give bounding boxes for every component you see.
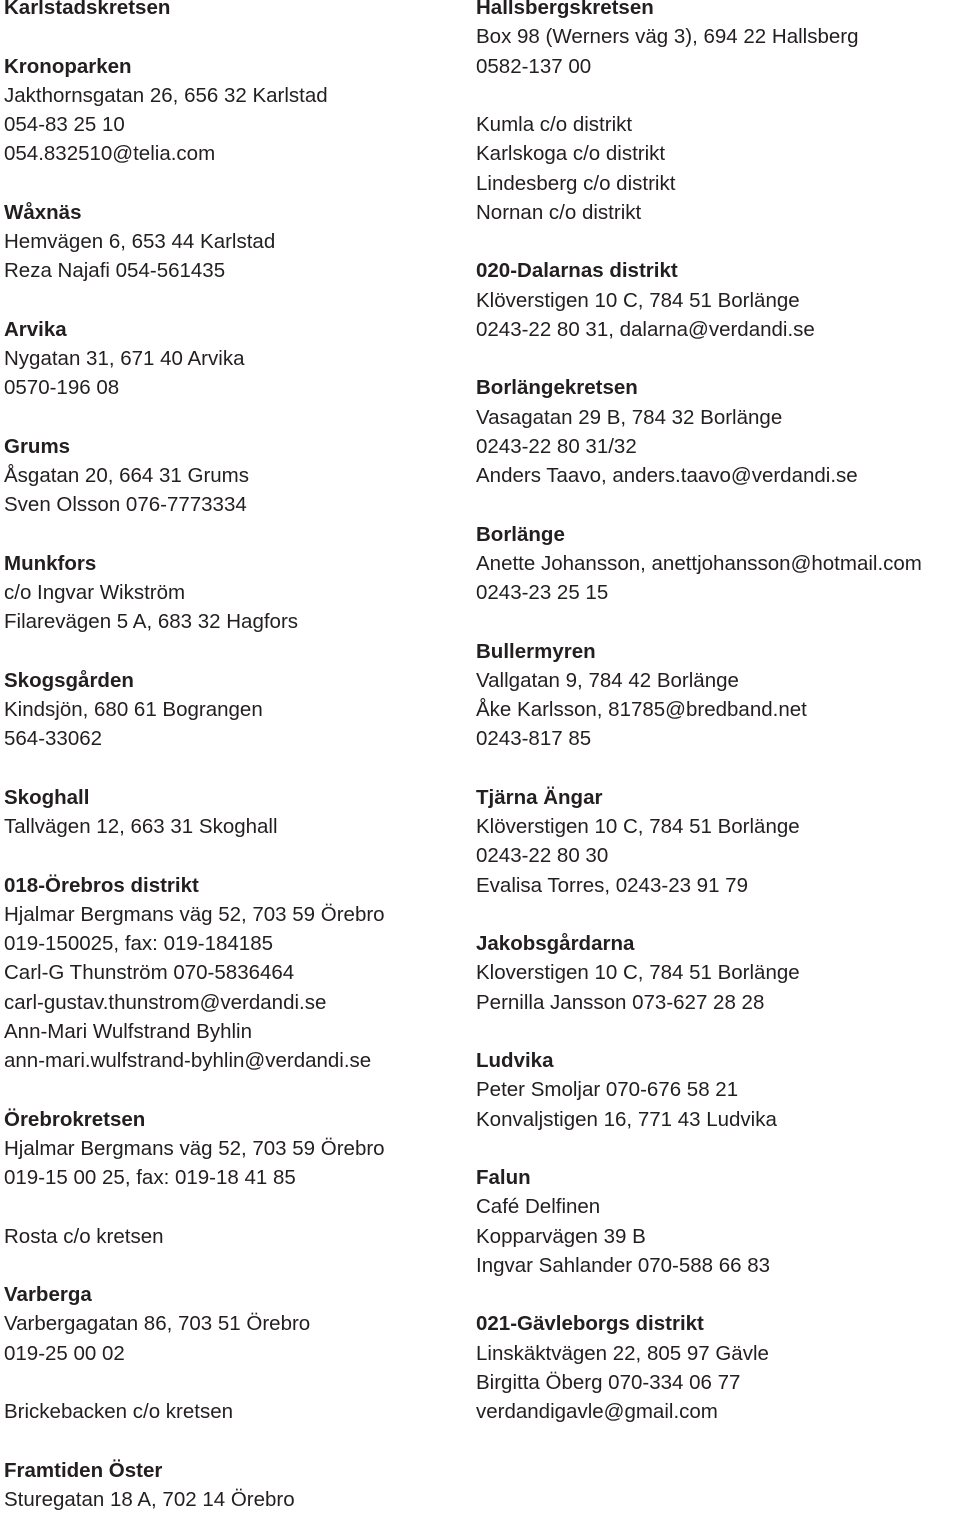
- contact-line: Birgitta Öberg 070-334 06 77: [476, 1370, 741, 1394]
- contact-line: Klöverstigen 10 C, 784 51 Borlänge: [476, 815, 800, 838]
- contact-line: Rosta c/o kretsen: [4, 1224, 164, 1248]
- contact-line: Vasagatan 29 B, 784 32 Borlänge: [476, 405, 783, 429]
- contact-line: Café Delfinen: [476, 1195, 601, 1219]
- contact-line: Kindsjön, 680 61 Bograngen: [4, 698, 263, 721]
- blank-line: [476, 754, 960, 783]
- section-heading-falun: Falun: [476, 1166, 531, 1189]
- blank-line: [4, 754, 466, 783]
- contact-line: 0570-196 08: [4, 376, 120, 400]
- section-heading-varberga: Varberga: [4, 1283, 92, 1306]
- contact-line: 0243-22 80 31, dalarna@verdandi.se: [476, 317, 815, 341]
- contact-line: Anette Johansson, anettjohansson@hotmail.com: [476, 551, 922, 575]
- contact-line: Karlskoga c/o distrikt: [476, 142, 666, 166]
- contact-line: Kopparvägen 39 B: [476, 1224, 646, 1248]
- contact-line: Jakthornsgatan 26, 656 32 Karlstad: [4, 83, 328, 107]
- contact-line: Lindesberg c/o distrikt: [476, 171, 676, 195]
- contact-line: 054-83 25 10: [4, 113, 125, 136]
- contact-line: Åsgatan 20, 664 31 Grums: [4, 464, 250, 487]
- section-heading-020-dalarnas-distrikt: 020-Dalarnas distrikt: [476, 259, 678, 283]
- section-heading-hallsbergskretsen: Hallsbergskretsen: [476, 0, 654, 19]
- blank-line: [4, 403, 466, 432]
- contact-line: 0243-22 80 31/32: [476, 434, 637, 458]
- section-heading-skoghall: Skoghall: [4, 785, 90, 809]
- contact-line: Peter Smoljar 070-676 58 21: [476, 1078, 739, 1102]
- section-heading-waxnas: Wåxnäs: [4, 200, 82, 224]
- contact-line: Tallvägen 12, 663 31 Skoghall: [4, 815, 278, 838]
- contact-line: Kumla c/o distrikt: [476, 113, 633, 136]
- contact-line: 019-15 00 25, fax: 019-18 41 85: [4, 1166, 296, 1189]
- contact-line: Box 98 (Werners väg 3), 694 22 Hallsberg: [476, 25, 859, 49]
- blank-line: [476, 607, 960, 636]
- contact-line: 054.832510@telia.com: [4, 142, 216, 166]
- contact-line: Sven Olsson 076-7773334: [4, 493, 247, 517]
- contact-line: verdandigavle@gmail.com: [476, 1400, 718, 1423]
- left-column: [4, 0, 466, 1514]
- contact-line: Evalisa Torres, 0243-23 91 79: [476, 873, 748, 897]
- contact-line: Carl-G Thunström 070-5836464: [4, 961, 295, 985]
- contact-line: 019-25 00 02: [4, 1341, 125, 1365]
- contact-line: Varbergagatan 86, 703 51 Örebro: [4, 1312, 311, 1336]
- blank-line: [4, 286, 466, 315]
- contact-line: ann-mari.wulfstrand-byhlin@verdandi.se: [4, 1049, 372, 1072]
- blank-line: [476, 344, 960, 373]
- contact-line: Linskäktvägen 22, 805 97 Gävle: [476, 1341, 769, 1365]
- blank-line: [476, 1134, 960, 1163]
- contact-line: Vallgatan 9, 784 42 Borlänge: [476, 668, 739, 692]
- contact-line: 0243-22 80 30: [476, 844, 609, 868]
- section-heading-munkfors: Munkfors: [4, 551, 97, 575]
- contact-line: Hemvägen 6, 653 44 Karlstad: [4, 230, 276, 253]
- section-heading-orebrokretsen: Örebrokretsen: [4, 1107, 146, 1131]
- blank-line: [4, 1368, 466, 1397]
- section-heading-ludvika: Ludvika: [476, 1049, 554, 1072]
- contact-line: 019-150025, fax: 019-184185: [4, 932, 274, 955]
- contact-line: Kloverstigen 10 C, 784 51 Borlänge: [476, 961, 800, 985]
- contact-line: Pernilla Jansson 073-627 28 28: [476, 990, 765, 1014]
- section-heading-borlange: Borlänge: [476, 522, 565, 546]
- contact-line: Åke Karlsson, 81785@bredband.net: [476, 698, 807, 721]
- section-heading-karlstadskretsen: Karlstadskretsen: [4, 0, 171, 19]
- section-heading-grums: Grums: [4, 434, 71, 458]
- section-heading-021-gavleborgs-distrikt: 021-Gävleborgs distrikt: [476, 1312, 704, 1336]
- section-heading-arvika: Arvika: [4, 317, 67, 341]
- section-heading-018-orebros-distrikt: 018-Örebros distrikt: [4, 873, 199, 897]
- contact-line: 0582-137 00: [476, 54, 592, 78]
- contact-line: carl-gustav.thunstrom@verdandi.se: [4, 990, 327, 1014]
- blank-line: [476, 81, 960, 110]
- section-heading-framtiden-oster: Framtiden Öster: [4, 1458, 163, 1482]
- contact-line: Brickebacken c/o kretsen: [4, 1400, 234, 1423]
- contact-line: Ingvar Sahlander 070-588 66 83: [476, 1253, 771, 1277]
- contact-line: 564-33062: [4, 727, 103, 751]
- contact-line: Reza Najafi 054-561435: [4, 259, 226, 283]
- contact-line: Ann-Mari Wulfstrand Byhlin: [4, 1019, 252, 1043]
- blank-line: [4, 520, 466, 549]
- contact-line: Konvaljstigen 16, 771 43 Ludvika: [476, 1107, 777, 1131]
- contact-line: c/o Ingvar Wikström: [4, 581, 186, 604]
- blank-line: [476, 490, 960, 519]
- blank-line: [476, 1017, 960, 1046]
- contact-line: Hjalmar Bergmans väg 52, 703 59 Örebro: [4, 1136, 385, 1160]
- contact-line: Nornan c/o distrikt: [476, 200, 642, 224]
- contact-line: Anders Taavo, anders.taavo@verdandi.se: [476, 464, 858, 487]
- contact-line: 0243-817 85: [476, 727, 592, 751]
- blank-line: [4, 1426, 466, 1455]
- blank-line: [4, 1192, 466, 1221]
- blank-line: [4, 169, 466, 198]
- blank-line: [4, 1251, 466, 1280]
- section-heading-jakobsgardarna: Jakobsgårdarna: [476, 932, 635, 955]
- contact-line: 0243-23 25 15: [476, 581, 609, 604]
- contact-line: Hjalmar Bergmans väg 52, 703 59 Örebro: [4, 902, 385, 926]
- section-heading-bullermyren: Bullermyren: [476, 639, 596, 663]
- blank-line: [476, 1280, 960, 1309]
- blank-line: [476, 900, 960, 929]
- contact-line: Filarevägen 5 A, 683 32 Hagfors: [4, 610, 299, 634]
- right-column: [476, 0, 960, 1426]
- contact-line: Nygatan 31, 671 40 Arvika: [4, 347, 245, 370]
- contact-line: Sturegatan 18 A, 702 14 Örebro: [4, 1487, 295, 1511]
- blank-line: [4, 22, 466, 51]
- section-heading-kronoparken: Kronoparken: [4, 54, 132, 78]
- blank-line: [4, 1075, 466, 1104]
- section-heading-tjarna-angar: Tjärna Ängar: [476, 785, 603, 809]
- contact-line: Klöverstigen 10 C, 784 51 Borlänge: [476, 288, 800, 312]
- blank-line: [476, 227, 960, 256]
- section-heading-skogsgarden: Skogsgården: [4, 668, 134, 692]
- blank-line: [4, 841, 466, 870]
- section-heading-borlangekretsen: Borlängekretsen: [476, 376, 638, 400]
- blank-line: [4, 637, 466, 666]
